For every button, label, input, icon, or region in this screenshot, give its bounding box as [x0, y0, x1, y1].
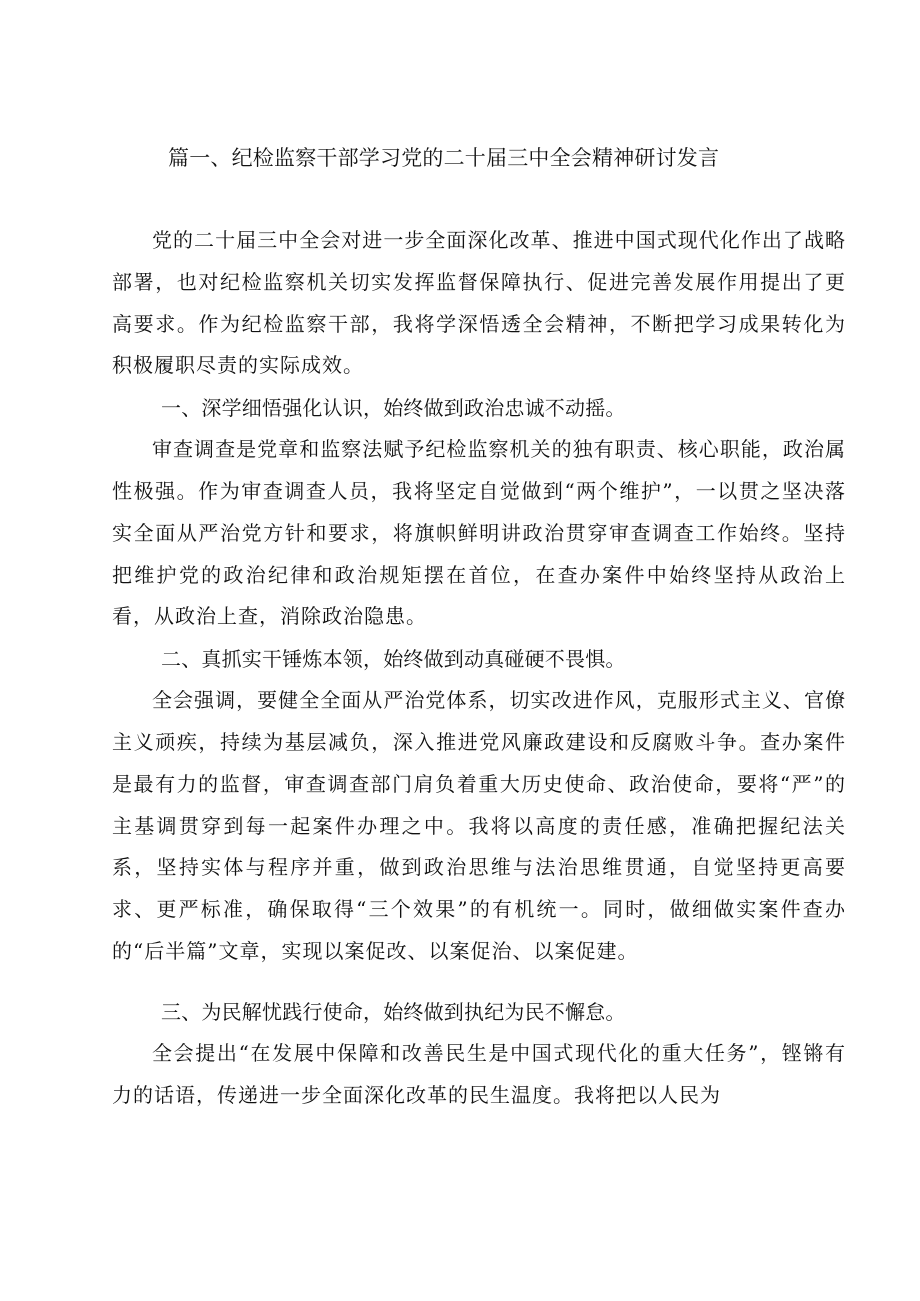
section-2-heading: 二、真抓实干锤炼本领，始终做到动真碰硬不畏惧。 — [161, 647, 626, 672]
intro-paragraph: 党的二十届三中全会对进一步全面深化改革、推进中国式现代化作出了战略部署，也对纪检监察机关切实发挥监督保障执行、促进完善发展作用提出了更高要求。作为纪检监察干部，我将学深悟透全会精神，不断把学习成果转化为积极履职尽责的实际成效。 — [112, 228, 846, 378]
section-1-body: 审查调查是党章和监察法赋予纪检监察机关的独有职责、核心职能，政治属性极强。作为审查调查人员，我将坚定自觉做到“两个维护”，一以贯之坚决落实全面从严治党方针和要求，将旗帜鲜明讲政治贯穿审查调查工作始终。坚持把维护党的政治纪律和政治规矩摆在首位，在查办案件中始终坚持从政治上看，从政治上查，消除政治隐患。 — [112, 437, 846, 629]
section-2-body: 全会强调，要健全全面从严治党体系，切实改进作风，克服形式主义、官僚主义顽疾，持续为基层减负，深入推进党风廉政建设和反腐败斗争。查办案件是最有力的监督，审查调查部门肩负着重大历史使命、政治使命，要将“严”的主基调贯穿到每一起案件办理之中。我将以高度的责任感，准确把握纪法关系，坚持实体与程序并重，做到政治思维与法治思维贯通，自觉坚持更高要求、更严标准，确保取得“三个效果”的有机统一。同时，做细做实案件查办的“后半篇”文章，实现以案促改、以案促治、以案促建。 — [112, 688, 846, 963]
section-1-heading: 一、深学细悟强化认识，始终做到政治忠诚不动摇。 — [161, 396, 626, 421]
section-3-heading: 三、为民解忧践行使命，始终做到执纪为民不懈怠。 — [161, 999, 626, 1024]
document-title: 篇一、纪检监察干部学习党的二十届三中全会精神研讨发言 — [168, 146, 720, 170]
section-3-body: 全会提出“在发展中保障和改善民生是中国式现代化的重大任务”，铿锵有力的话语，传递进一步全面深化改革的民生温度。我将把以人民为 — [112, 1040, 846, 1107]
